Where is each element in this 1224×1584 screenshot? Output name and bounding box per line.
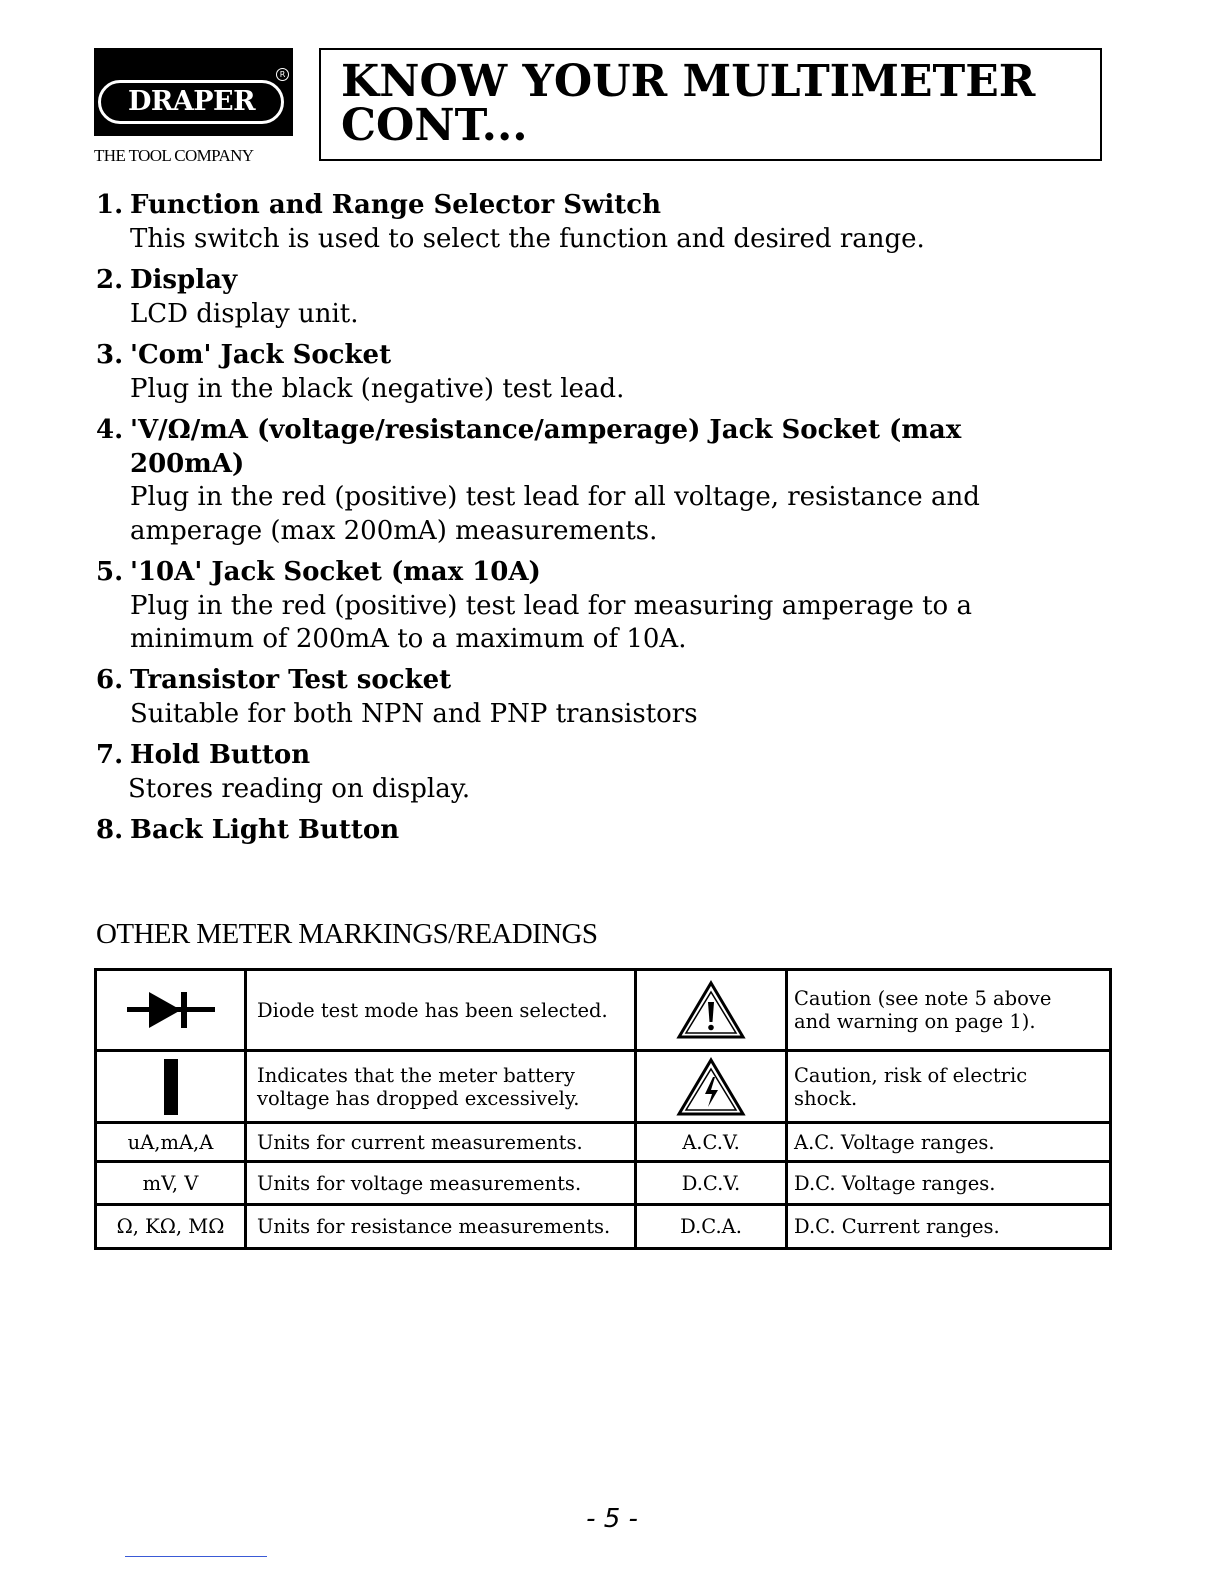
page-title-line-2: CONT...	[341, 100, 528, 151]
table-cell: Ω, KΩ, MΩ	[116, 1215, 225, 1238]
cell-text-line: shock.	[794, 1086, 858, 1110]
list-item-description: Plug in the red (positive) test lead for measuring amperage to a	[130, 591, 972, 621]
list-item-description: Suitable for both NPN and PNP transistors	[130, 699, 698, 729]
table-cell	[247, 1052, 634, 1121]
table-cell: A.C.V.	[682, 1130, 740, 1154]
footer-divider	[125, 1556, 267, 1557]
table-cell: D.C. Current ranges.	[794, 1215, 1000, 1238]
table-cell: uA,mA,A	[127, 1130, 214, 1154]
cell-text-line: Indicates that the meter battery	[257, 1063, 575, 1087]
list-item-heading: 2. Display	[96, 265, 238, 295]
list-item-description: LCD display unit.	[130, 299, 359, 329]
cell-text-line: Caution, risk of electric	[794, 1063, 1028, 1087]
table-cell: Units for voltage measurements.	[257, 1171, 582, 1195]
list-item-heading: 5. '10A' Jack Socket (max 10A)	[96, 557, 541, 587]
list-item-heading: 7. Hold Button	[96, 740, 311, 770]
list-item-heading: 3. 'Com' Jack Socket	[96, 340, 392, 370]
battery-low-icon	[164, 1059, 178, 1115]
table-cell: Units for current measurements.	[257, 1130, 583, 1154]
section-title: OTHER METER MARKINGS/READINGS	[96, 918, 598, 950]
table-cell	[97, 1052, 244, 1121]
draper-logo	[94, 48, 293, 136]
table-cell	[788, 971, 1109, 1049]
list-item-description: Plug in the red (positive) test lead for all voltage, resistance and	[130, 482, 980, 512]
list-item-description: minimum of 200mA to a maximum of 10A.	[130, 624, 687, 654]
logo-tagline: THE TOOL COMPANY	[94, 146, 254, 165]
registered-mark-icon: R	[276, 68, 289, 81]
page-title-line-1: KNOW YOUR MULTIMETER	[341, 56, 1036, 107]
table-cell	[788, 1052, 1109, 1121]
cell-text-line: voltage has dropped excessively.	[257, 1086, 580, 1110]
page-number: - 5 -	[586, 1504, 638, 1534]
table-cell	[97, 971, 244, 1049]
diode-symbol-icon	[127, 990, 215, 1030]
table-cell	[637, 1052, 785, 1121]
list-item-heading: 6. Transistor Test socket	[96, 665, 452, 695]
electric-shock-triangle-icon	[676, 1057, 746, 1117]
logo-text: DRAPER	[127, 86, 256, 117]
list-item-heading-continued: 200mA)	[130, 449, 245, 479]
markings-table	[94, 968, 1112, 1250]
table-cell: Units for resistance measurements.	[257, 1215, 611, 1238]
cell-text-line: Caution (see note 5 above	[794, 987, 1052, 1010]
table-cell: mV, V	[142, 1171, 199, 1195]
list-item-description: amperage (max 200mA) measurements.	[130, 516, 658, 546]
table-cell: D.C. Voltage ranges.	[794, 1171, 996, 1195]
cell-text-line: and warning on page 1).	[794, 1010, 1036, 1033]
title-box	[319, 48, 1102, 161]
table-cell: A.C. Voltage ranges.	[794, 1130, 995, 1154]
table-cell: D.C.A.	[680, 1215, 742, 1238]
list-item-description: This switch is used to select the function and desired range.	[130, 224, 925, 254]
list-item-description: Plug in the black (negative) test lead.	[130, 374, 625, 404]
table-cell: Diode test mode has been selected.	[257, 998, 608, 1022]
table-cell	[637, 971, 785, 1049]
list-item-description: Stores reading on display.	[128, 774, 471, 804]
list-item-heading: 4. 'V/Ω/mA (voltage/resistance/amperage) Jack Socket (max	[96, 415, 962, 445]
table-cell: D.C.V.	[681, 1171, 741, 1195]
list-item-heading: 1. Function and Range Selector Switch	[96, 190, 661, 220]
warning-triangle-icon	[676, 980, 746, 1040]
list-item-heading: 8. Back Light Button	[96, 815, 400, 845]
